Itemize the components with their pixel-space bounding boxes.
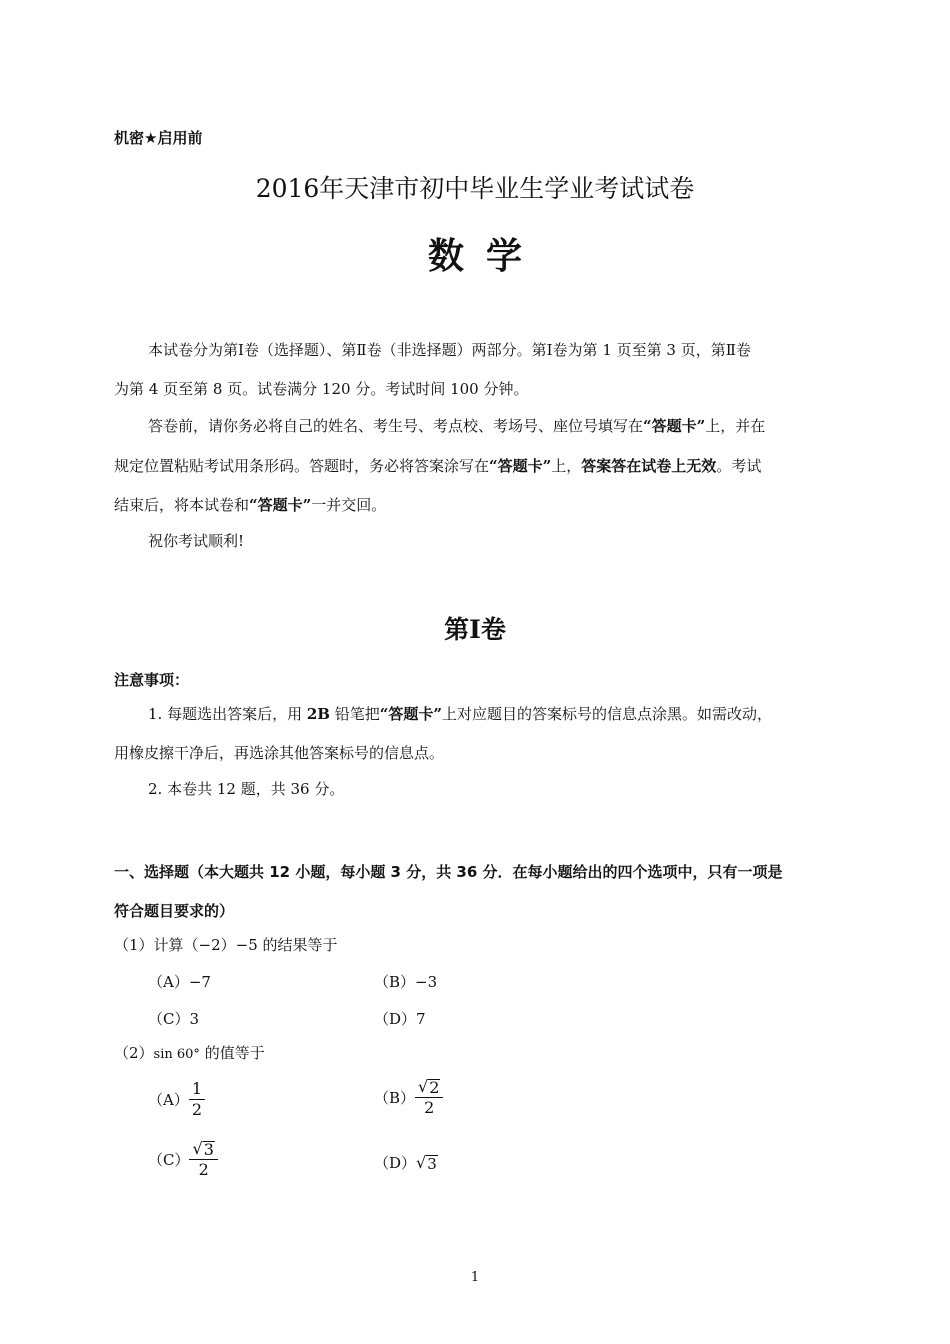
denominator: 2 xyxy=(191,1100,203,1119)
good-luck-text: 祝你考试顺利! xyxy=(148,532,245,550)
radical-sign: √ xyxy=(418,1077,429,1096)
radicand: 3 xyxy=(203,1140,214,1159)
option-value: −7 xyxy=(188,973,211,991)
text: 一并交回。 xyxy=(311,496,387,514)
question-2-option-b xyxy=(374,1078,443,1117)
fraction xyxy=(189,1080,205,1119)
text: 1. 每题选出答案后，用 xyxy=(148,705,307,723)
option-value: −3 xyxy=(415,973,438,991)
text: 铅笔把 xyxy=(329,705,380,723)
volume-title: 第Ⅰ卷 xyxy=(444,615,506,644)
option-label: （D） xyxy=(374,1154,417,1172)
intro-paragraph-1-line-1: 本试卷分为第Ⅰ卷（选择题）、第Ⅱ卷（非选择题）两部分。第Ⅰ卷为第 1 页至第 3 页，第Ⅱ卷 xyxy=(148,341,751,359)
subject-title: 数学 xyxy=(427,235,544,277)
question-2-option-c xyxy=(148,1140,218,1179)
intro-paragraph-2-line-3 xyxy=(114,495,386,515)
math-expression: sin 60° xyxy=(153,1047,200,1062)
square-root xyxy=(192,1140,214,1158)
answer-card-term: “答题卡” xyxy=(379,705,443,723)
question-1-stem: （1）计算（−2）−5 的结果等于 xyxy=(114,936,338,954)
exam-title: 2016年天津市初中毕业生学业考试试卷 xyxy=(255,174,695,203)
text: 上，并在 xyxy=(705,417,766,435)
notice-item-1-line-2: 用橡皮擦干净后，再选涂其他答案标号的信息点。 xyxy=(114,744,445,762)
answer-card-term: “答题卡” xyxy=(249,496,312,514)
intro-paragraph-1-line-2: 为第 4 页至第 8 页。试卷满分 120 分。考试时间 100 分钟。 xyxy=(114,380,529,398)
square-root xyxy=(418,1078,440,1096)
text: 规定位置粘贴考试用条形码。答题时，务必将答案涂写在 xyxy=(114,457,490,475)
fraction xyxy=(415,1078,443,1117)
section-heading-line-1: 一、选择题（本大题共 12 小题，每小题 3 分，共 36 分．在每小题给出的四个选项中，只有一项是 xyxy=(114,863,783,881)
fraction xyxy=(189,1140,217,1179)
option-label: （C） xyxy=(148,1010,190,1028)
option-value: 3 xyxy=(189,1010,200,1028)
radical-sign: √ xyxy=(192,1139,203,1158)
denominator: 2 xyxy=(198,1160,209,1179)
question-1-option-d xyxy=(374,1008,426,1029)
text: 的值等于 xyxy=(199,1044,265,1062)
notice-label: 注意事项： xyxy=(114,671,190,689)
text: 上， xyxy=(551,457,582,475)
confidential-label: 机密★启用前 xyxy=(114,129,203,147)
option-label: （B） xyxy=(374,973,416,991)
text: 结束后，将本试卷和 xyxy=(114,496,250,514)
page-number: 1 xyxy=(470,1270,480,1285)
option-label: （B） xyxy=(374,1089,416,1107)
invalid-warning: 答案答在试卷上无效 xyxy=(581,457,717,475)
option-label: （D） xyxy=(374,1010,417,1028)
notice-item-1-line-1 xyxy=(148,704,772,724)
intro-paragraph-2-line-1 xyxy=(148,416,765,436)
question-1-option-b xyxy=(374,971,437,992)
numerator xyxy=(189,1140,217,1160)
text: 。考试 xyxy=(716,457,762,475)
text: 答卷前，请你务必将自己的姓名、考生号、考点校、考场号、座位号填写在 xyxy=(148,417,644,435)
pencil-type: 2B xyxy=(306,705,330,723)
question-number: （2） xyxy=(114,1044,154,1062)
square-root xyxy=(416,1154,438,1172)
question-1-option-c xyxy=(148,1008,199,1029)
radical-sign: √ xyxy=(416,1153,427,1172)
question-2-stem xyxy=(114,1042,265,1063)
numerator xyxy=(415,1078,443,1098)
question-1-option-a xyxy=(148,971,211,992)
question-2-option-a xyxy=(148,1080,205,1119)
question-2-option-d xyxy=(374,1152,438,1173)
option-label: （A） xyxy=(148,1091,189,1109)
option-label: （A） xyxy=(148,973,189,991)
answer-card-term: “答题卡” xyxy=(489,457,552,475)
notice-item-2: 2. 本卷共 12 题，共 36 分。 xyxy=(148,780,345,798)
denominator: 2 xyxy=(424,1098,435,1117)
option-label: （C） xyxy=(148,1151,190,1169)
numerator: 1 xyxy=(189,1080,205,1100)
answer-card-term: “答题卡” xyxy=(643,417,706,435)
option-value: 7 xyxy=(416,1010,426,1028)
intro-paragraph-2-line-2 xyxy=(114,456,761,476)
radicand: 2 xyxy=(429,1078,440,1097)
text: 上对应题目的答案标号的信息点涂黑。如需改动， xyxy=(442,705,773,723)
section-heading-line-2: 符合题目要求的） xyxy=(114,902,235,920)
radicand: 3 xyxy=(427,1155,437,1173)
